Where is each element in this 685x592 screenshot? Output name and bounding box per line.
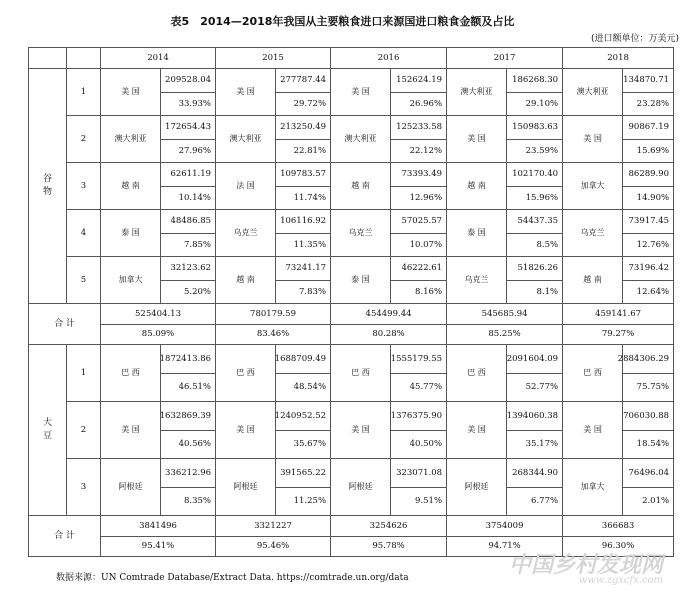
country-cell: 澳大利亚: [331, 116, 391, 163]
country-cell: 美 国: [331, 402, 391, 459]
value-share-cell: [276, 459, 331, 516]
import-share: 8.35%: [184, 496, 212, 507]
value-share-cell: [161, 459, 216, 516]
country-cell: 加拿大: [101, 257, 161, 304]
country-cell: 乌克兰: [216, 210, 276, 257]
import-value: 336212.96: [161, 459, 215, 488]
import-share: 8.1%: [536, 286, 559, 297]
value-share-cell: [391, 116, 447, 163]
country-cell: 越 南: [563, 257, 623, 304]
value-share-cell: [623, 210, 674, 257]
country-cell: 越 南: [216, 257, 276, 304]
value-share-cell: [507, 459, 563, 516]
import-value: 1555179.55: [391, 345, 446, 374]
import-share: 8.16%: [415, 286, 443, 297]
total-value: 3321227: [216, 516, 330, 537]
import-value: 1632869.39: [161, 402, 215, 431]
value-share-cell: [276, 257, 331, 304]
total-share: 96.30%: [601, 541, 635, 552]
import-share: 12.76%: [636, 239, 670, 250]
value-share-cell: [623, 257, 674, 304]
total-share: 83.46%: [256, 329, 290, 340]
value-share-cell: [391, 459, 447, 516]
import-share: 27.96%: [178, 145, 212, 156]
import-share: 52.77%: [525, 382, 559, 393]
import-value: 277787.44: [276, 69, 330, 93]
soybean-section: [29, 345, 674, 557]
import-value: 62611.19: [161, 163, 215, 187]
import-value: 1688709.49: [276, 345, 330, 374]
import-value: 48486.85: [161, 210, 215, 234]
country-cell: 澳大利亚: [447, 69, 507, 116]
import-value: 32123.62: [161, 257, 215, 281]
country-cell: 法 国: [216, 163, 276, 210]
country-cell: 越 南: [447, 163, 507, 210]
country-cell: 乌克兰: [563, 210, 623, 257]
import-value: 1376375.90: [391, 402, 446, 431]
import-value: 186268.30: [507, 69, 562, 93]
country-cell: 美 国: [447, 402, 507, 459]
country-cell: 澳大利亚: [216, 116, 276, 163]
import-value: 73241.17: [276, 257, 330, 281]
value-share-cell: [161, 402, 216, 459]
import-value: 51826.26: [507, 257, 562, 281]
country-cell: 美 国: [101, 402, 161, 459]
total-value: 459141.67: [563, 304, 673, 325]
value-share-cell: [161, 69, 216, 116]
import-share: 48.54%: [293, 382, 327, 393]
value-share-cell: [276, 345, 331, 402]
import-share: 8.5%: [536, 239, 559, 250]
import-share: 45.77%: [409, 382, 443, 393]
import-share: 2.01%: [642, 496, 670, 507]
import-value: 2091604.09: [507, 345, 562, 374]
import-value: 46222.61: [391, 257, 446, 281]
watermark-logo: [509, 548, 663, 586]
header-row: [29, 48, 674, 69]
country-cell: 泰 国: [447, 210, 507, 257]
import-share: 7.83%: [299, 286, 327, 297]
rank-cell: 3: [67, 459, 101, 516]
import-share: 11.25%: [293, 496, 327, 507]
rank-cell: 3: [67, 163, 101, 210]
import-value: 73196.42: [623, 257, 673, 281]
total-value: 3754009: [447, 516, 562, 537]
country-cell: 美 国: [216, 402, 276, 459]
rank-cell: 4: [67, 210, 101, 257]
total-label: 合 计: [29, 516, 101, 557]
import-value: 73393.49: [391, 163, 446, 187]
country-cell: 美 国: [563, 402, 623, 459]
table-row: [29, 402, 674, 459]
import-value: 76496.04: [623, 459, 673, 488]
grain-import-table: [28, 47, 674, 557]
country-cell: 阿根廷: [216, 459, 276, 516]
year-header: 2018: [563, 48, 674, 69]
value-share-cell: [391, 210, 447, 257]
value-share-cell: [161, 116, 216, 163]
total-cell: [101, 304, 216, 345]
import-share: 23.28%: [636, 98, 670, 109]
value-share-cell: [276, 210, 331, 257]
value-share-cell: [276, 402, 331, 459]
year-header: 2014: [101, 48, 216, 69]
country-cell: 澳大利亚: [101, 116, 161, 163]
table-row: [29, 257, 674, 304]
import-value: 323071.08: [391, 459, 446, 488]
import-share: 12.64%: [636, 286, 670, 297]
country-cell: 乌克兰: [331, 210, 391, 257]
total-share: 85.09%: [141, 329, 175, 340]
total-value: 366683: [563, 516, 673, 537]
grain-section: [29, 69, 674, 345]
year-header: 2016: [331, 48, 447, 69]
source-label: 数据来源：: [56, 573, 102, 583]
country-cell: 阿根廷: [101, 459, 161, 516]
import-share: 22.12%: [409, 145, 443, 156]
import-share: 40.56%: [178, 439, 212, 450]
value-share-cell: [623, 459, 674, 516]
import-share: 11.74%: [293, 192, 327, 203]
total-share: 79.27%: [601, 329, 635, 340]
country-cell: 美 国: [563, 116, 623, 163]
category-char: 谷: [42, 174, 52, 184]
total-cell: [331, 304, 447, 345]
import-share: 11.35%: [293, 239, 327, 250]
watermark-url: www.zgxcfx.com: [578, 575, 663, 586]
table-row: [29, 69, 674, 116]
import-share: 12.96%: [409, 192, 443, 203]
table-title: 表5 2014—2018年我国从主要粮食进口来源国进口粮食金额及占比: [170, 15, 515, 28]
country-cell: 巴 西: [101, 345, 161, 402]
import-share: 6.77%: [531, 496, 559, 507]
import-share: 18.54%: [636, 439, 670, 450]
country-cell: 澳大利亚: [563, 69, 623, 116]
source-text: UN Comtrade Database/Extract Data. https://comtrade.un.org/data: [101, 573, 409, 583]
country-cell: 越 南: [101, 163, 161, 210]
import-value: 391565.22: [276, 459, 330, 488]
import-value: 73917.45: [623, 210, 673, 234]
value-share-cell: [617, 345, 674, 402]
country-cell: 美 国: [216, 69, 276, 116]
value-share-cell: [161, 257, 216, 304]
import-value: 90867.19: [623, 116, 673, 140]
rank-cell: 2: [67, 116, 101, 163]
import-share: 29.10%: [525, 98, 559, 109]
country-cell: 泰 国: [101, 210, 161, 257]
rank-cell: 1: [67, 345, 101, 402]
import-share: 9.51%: [415, 496, 443, 507]
value-share-cell: [507, 210, 563, 257]
total-share: 95.46%: [256, 541, 290, 552]
value-share-cell: [161, 345, 216, 402]
value-share-cell: [507, 163, 563, 210]
total-value: 3841496: [101, 516, 215, 537]
value-share-cell: [507, 116, 563, 163]
import-value: 109783.57: [276, 163, 330, 187]
import-value: 1872413.86: [161, 345, 215, 374]
total-share: 85.25%: [488, 329, 521, 340]
category-label: [29, 345, 67, 516]
import-value: 54437.35: [507, 210, 562, 234]
value-share-cell: [391, 163, 447, 210]
import-share: 75.75%: [636, 382, 670, 393]
import-value: 706030.88: [623, 402, 673, 431]
import-share: 15.69%: [636, 145, 670, 156]
country-cell: 巴 西: [563, 345, 623, 402]
country-cell: 美 国: [101, 69, 161, 116]
value-share-cell: [276, 163, 331, 210]
total-cell: [563, 304, 674, 345]
import-value: 209528.04: [161, 69, 215, 93]
import-value: 106116.92: [276, 210, 330, 234]
import-share: 35.67%: [293, 439, 327, 450]
value-share-cell: [391, 257, 447, 304]
country-cell: 泰 国: [331, 257, 391, 304]
value-share-cell: [507, 345, 563, 402]
total-cell: [101, 516, 216, 557]
country-cell: 美 国: [331, 69, 391, 116]
country-cell: 乌克兰: [447, 257, 507, 304]
import-value: 1240952.52: [276, 402, 330, 431]
total-cell: [216, 516, 331, 557]
value-share-cell: [623, 116, 674, 163]
value-share-cell: [623, 69, 674, 116]
value-share-cell: [161, 163, 216, 210]
table-row: [29, 116, 674, 163]
table-row: [29, 459, 674, 516]
category-char: 豆: [42, 431, 52, 441]
import-share: 10.07%: [409, 239, 443, 250]
total-label: 合 计: [29, 304, 101, 345]
value-share-cell: [507, 69, 563, 116]
import-share: 46.51%: [178, 382, 212, 393]
table-row: [29, 163, 674, 210]
total-cell: [331, 516, 447, 557]
total-value: 525404.13: [101, 304, 215, 325]
year-header: 2017: [447, 48, 563, 69]
value-share-cell: [623, 163, 674, 210]
import-share: 35.17%: [525, 439, 559, 450]
import-share: 22.81%: [293, 145, 327, 156]
import-value: 57025.57: [391, 210, 446, 234]
import-value: 102170.40: [507, 163, 562, 187]
country-cell: 巴 西: [331, 345, 391, 402]
import-share: 29.72%: [293, 98, 327, 109]
country-cell: 美 国: [447, 116, 507, 163]
import-value: 150983.63: [507, 116, 562, 140]
corner-cell: [29, 48, 67, 69]
value-share-cell: [276, 116, 331, 163]
value-share-cell: [391, 345, 447, 402]
year-header: 2015: [216, 48, 331, 69]
value-share-cell: [507, 402, 563, 459]
unit-note: (进口额单位：万美元): [590, 34, 679, 44]
import-share: 7.85%: [184, 239, 212, 250]
country-cell: 巴 西: [447, 345, 507, 402]
import-value: 86289.90: [623, 163, 673, 187]
country-cell: 阿根廷: [331, 459, 391, 516]
import-value: 1394060.38: [507, 402, 562, 431]
country-cell: 巴 西: [216, 345, 276, 402]
total-value: 454499.44: [331, 304, 446, 325]
import-share: 33.93%: [178, 98, 212, 109]
import-share: 23.59%: [525, 145, 559, 156]
total-row: [29, 304, 674, 345]
country-cell: 越 南: [331, 163, 391, 210]
rank-header-cell: [67, 48, 101, 69]
data-source: [56, 570, 409, 583]
total-cell: [447, 304, 563, 345]
country-cell: 加拿大: [563, 163, 623, 210]
country-cell: 阿根廷: [447, 459, 507, 516]
import-share: 5.20%: [184, 286, 212, 297]
import-value: 152624.19: [391, 69, 446, 93]
total-share: 95.41%: [141, 541, 175, 552]
category-char: 物: [42, 187, 52, 197]
rank-cell: 2: [67, 402, 101, 459]
import-value: 134870.71: [623, 69, 673, 93]
import-value: 172654.43: [161, 116, 215, 140]
total-cell: [216, 304, 331, 345]
import-share: 10.14%: [178, 192, 212, 203]
total-share: 94.71%: [488, 541, 521, 552]
import-value: 213250.49: [276, 116, 330, 140]
total-share: 95.78%: [372, 541, 405, 552]
rank-cell: 1: [67, 69, 101, 116]
total-value: 780179.59: [216, 304, 330, 325]
value-share-cell: [507, 257, 563, 304]
total-value: 3254626: [331, 516, 446, 537]
import-share: 26.96%: [409, 98, 443, 109]
table-row: [29, 345, 674, 402]
total-value: 545685.94: [447, 304, 562, 325]
import-share: 40.50%: [409, 439, 443, 450]
value-share-cell: [276, 69, 331, 116]
import-value: 268344.90: [507, 459, 562, 488]
watermark-text: 中国乡村发现网: [508, 553, 663, 578]
value-share-cell: [391, 69, 447, 116]
import-value: 125233.58: [391, 116, 446, 140]
import-share: 15.96%: [525, 192, 559, 203]
import-share: 14.90%: [636, 192, 670, 203]
import-value: 2884306.29: [623, 345, 673, 374]
rank-cell: 5: [67, 257, 101, 304]
country-cell: 加拿大: [563, 459, 623, 516]
value-share-cell: [161, 210, 216, 257]
table-row: [29, 210, 674, 257]
total-share: 80.28%: [372, 329, 405, 340]
category-label: [29, 69, 67, 304]
value-share-cell: [391, 402, 447, 459]
value-share-cell: [623, 402, 674, 459]
category-char: 大: [42, 418, 52, 428]
